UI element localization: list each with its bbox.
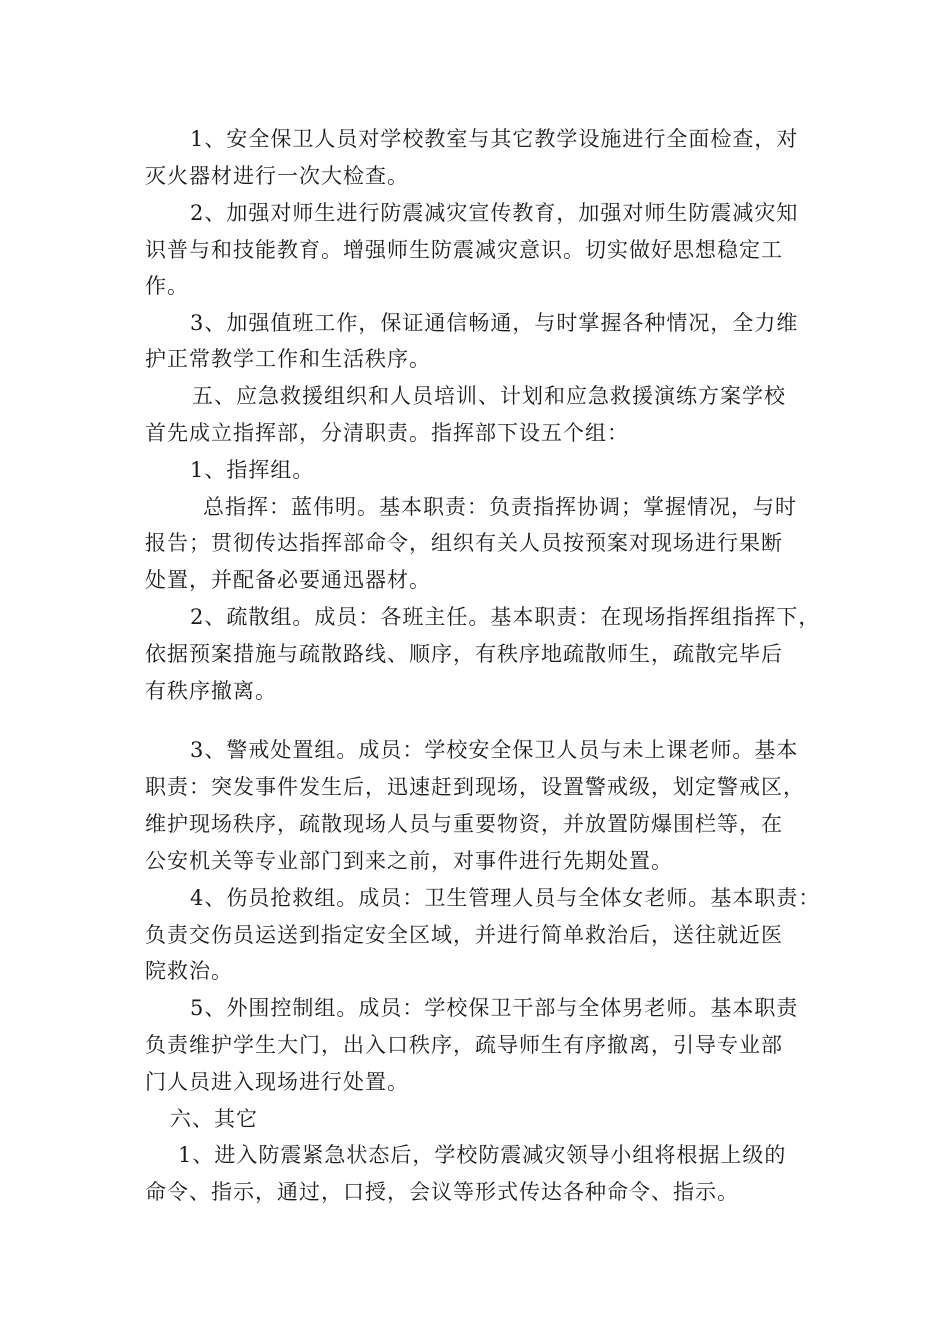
text-line: 维护现场秩序，疏散现场人员与重要物资，并放置防爆围栏等，在 (145, 812, 783, 836)
text-line: 灭火器材进行一次大检查。 (145, 164, 409, 188)
text-line: 3、警戒处置组。成员：学校安全保卫人员与未上课老师。基本 (190, 738, 799, 762)
text-line: 4、伤员抢救组。成员：卫生管理人员与全体女老师。基本职责： (190, 886, 821, 910)
text-line: 2、加强对师生进行防震减灾宣传教育，加强对师生防震减灾知 (190, 201, 799, 225)
text-line: 1、指挥组。 (190, 458, 315, 482)
text-line: 报告；贯彻传达指挥部命令，组织有关人员按预案对现场进行果断 (145, 531, 783, 555)
text-line: 1、进入防震紧急状态后，学校防震减灾领导小组将根据上级的 (178, 1143, 787, 1167)
text-line: 有秩序撤离。 (145, 679, 277, 703)
text-line: 负责维护学生大门，出入口秩序，疏导师生有序撤离，引导专业部 (145, 1033, 783, 1057)
text-line: 六、其它 (170, 1107, 258, 1131)
text-line: 命令、指示，通过，口授，会议等形式传达各种命令、指示。 (145, 1180, 739, 1204)
text-line: 依据预案措施与疏散路线、顺序，有秩序地疏散师生，疏散完毕后 (145, 642, 783, 666)
text-line: 护正常教学工作和生活秩序。 (145, 347, 431, 371)
text-line: 五、应急救援组织和人员培训、计划和应急救援演练方案学校 (192, 384, 786, 408)
text-line: 首先成立指挥部，分清职责。指挥部下设五个组： (145, 421, 629, 445)
text-line: 处置，并配备必要通迅器材。 (145, 568, 431, 592)
text-line: 负责交伤员运送到指定安全区域，并进行简单救治后，送往就近医 (145, 923, 783, 947)
text-line: 3、加强值班工作，保证通信畅通，与时掌握各种情况，全力维 (190, 311, 799, 335)
text-line: 作。 (145, 274, 189, 298)
text-line: 2、疏散组。成员：各班主任。基本职责：在现场指挥组指挥下， (190, 605, 821, 629)
text-line: 总指挥：蓝伟明。基本职责：负责指挥协调；掌握情况，与时 (203, 495, 797, 519)
text-line: 职责：突发事件发生后，迅速赶到现场，设置警戒级，划定警戒区， (145, 775, 805, 799)
text-line: 门人员进入现场进行处置。 (145, 1070, 409, 1094)
text-line: 公安机关等专业部门到来之前，对事件进行先期处置。 (145, 849, 673, 873)
text-line: 5、外围控制组。成员：学校保卫干部与全体男老师。基本职责 (190, 996, 799, 1020)
text-line: 1、安全保卫人员对学校教室与其它教学设施进行全面检查，对 (190, 127, 799, 151)
text-line: 院救治。 (145, 959, 233, 983)
text-line: 识普与和技能教育。增强师生防震减灾意识。切实做好思想稳定工 (145, 238, 783, 262)
